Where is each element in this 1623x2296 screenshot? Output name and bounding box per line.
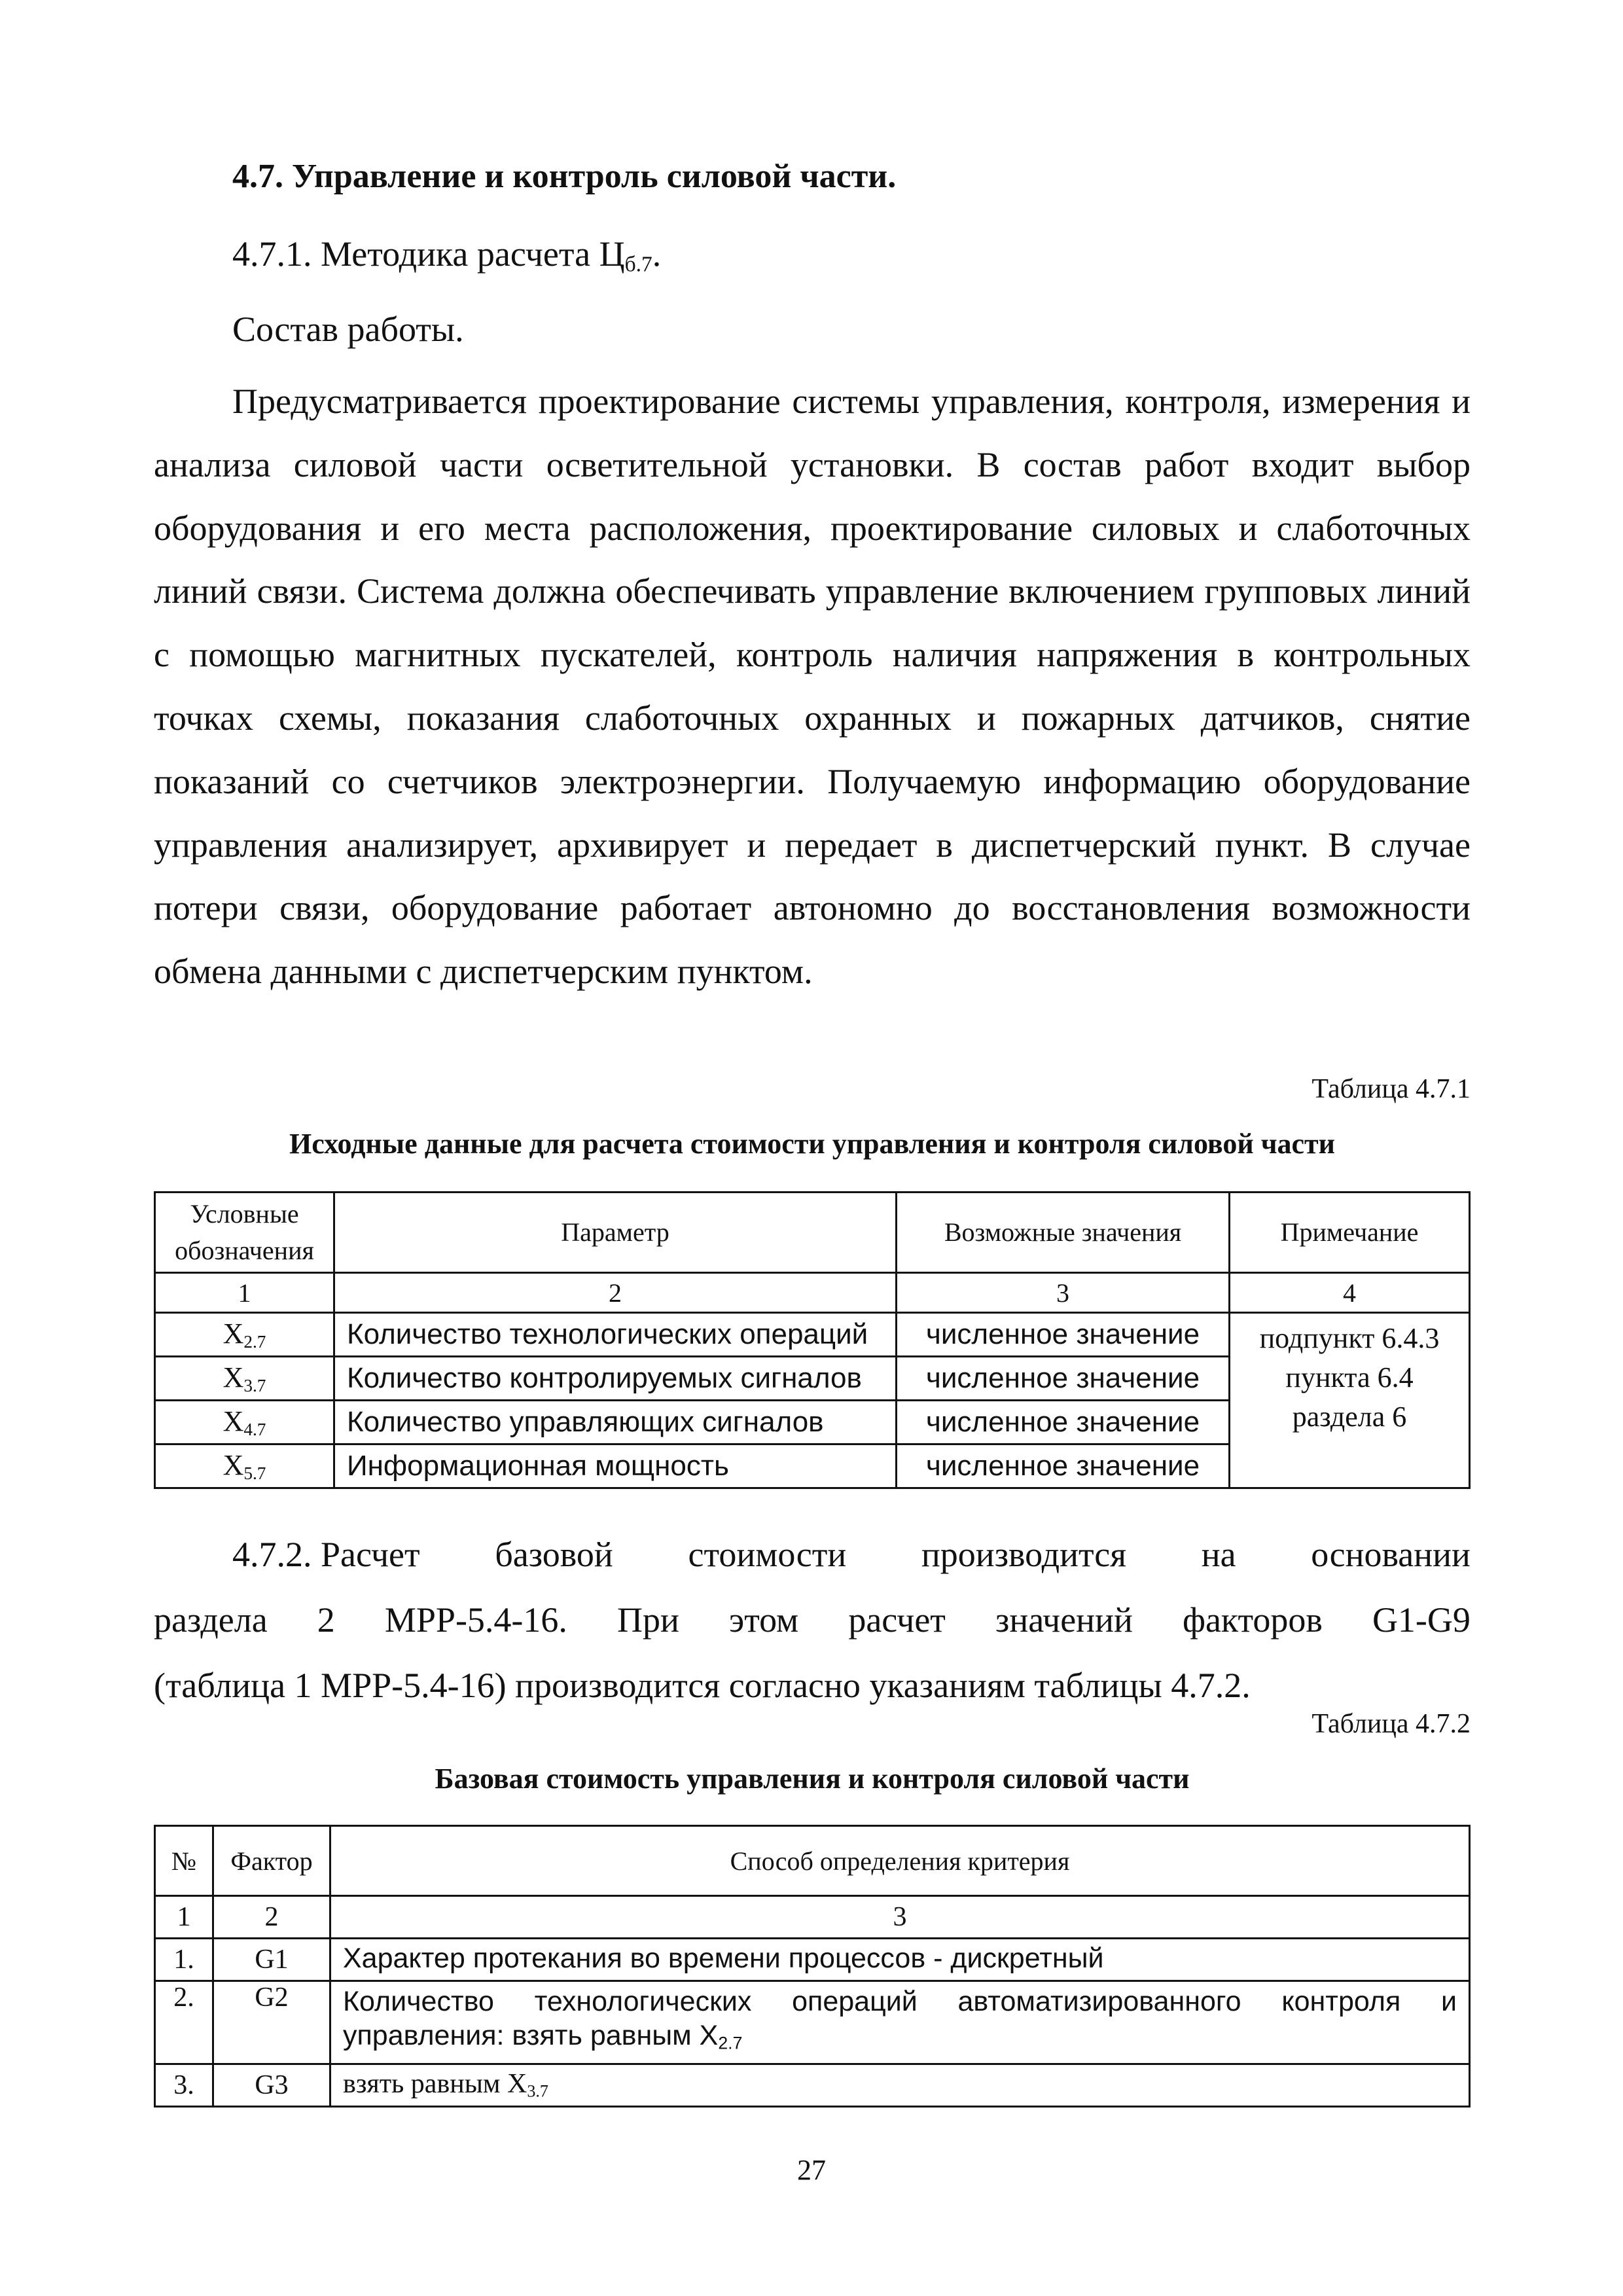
row-number-cell: 1. [155,1939,213,1981]
number-cell: 1 [155,1273,334,1313]
value-cell: численное значение [897,1357,1230,1401]
body-paragraph: Предусматривается проектирование системы управления, контроля, измерения и анализа силовой части осветительной установки. В состав работ входит выбор оборудования и его места расположения, проектирование силовых и слаботочных линий связи. Система должна обеспечивать управление включением групповых линий с помощью магнитных пускателей, контроль наличия напряжения в контрольных точках схемы, показания слаботочных охранных и пожарных датчиков, снятие показаний со счетчиков электроэнергии. Получаемую информацию оборудование управления анализирует, архивирует и передает в диспетчерский пункт. В случае потери связи, оборудование работает автономно до восстановления возможности обмена данными с диспетчерским пунктом. [154,382,1471,992]
number-cell: 4 [1230,1273,1470,1313]
criterion-cell: Количество технологических операций автоматизированного контроля и управления: взять равным $X_{2.7}$ [330,1981,1470,2064]
composition-heading: Состав работы. [232,310,464,349]
table2 [154,1825,1471,2108]
paragraph-line: 4.7.2. Расчет базовой стоимости производится на основании [232,1535,1471,1574]
table2-label: Таблица 4.7.2 [1311,1709,1471,1739]
note-cell: подпункт 6.4.3 пункта 6.4 раздела 6 [1230,1313,1470,1488]
factor-cell: G2 [213,1981,330,2064]
method-title: 4.7.1. Методика расчета $Ц_{б.7}$. [232,234,662,277]
page-number: 27 [797,2154,826,2186]
paragraph-line: (таблица 1 МРР-5.4-16) производится согласно указаниям таблицы 4.7.2. [154,1666,1251,1705]
parameter-cell: Количество управляющих сигналов [334,1401,897,1444]
value-cell: численное значение [897,1401,1230,1444]
factor-cell: G3 [213,2064,330,2106]
value-cell: численное значение [897,1444,1230,1488]
table-row [155,2064,1470,2106]
header-cell: Возможные значения [897,1193,1230,1273]
parameter-cell: Информационная мощность [334,1444,897,1488]
table1-title: Исходные данные для расчета стоимости управления и контроля силовой части [289,1128,1336,1160]
symbol-cell: $X_{3.7}$ [155,1357,334,1401]
header-cell: № [155,1826,213,1896]
row-number-cell: 3. [155,2064,213,2106]
parameter-cell: Количество контролируемых сигналов [334,1357,897,1401]
table-number-row [155,1896,1470,1939]
parameter-cell: Количество технологических операций [334,1313,897,1357]
table1 [154,1191,1471,1489]
paragraph-line: раздела 2 МРР-5.4-16. При этом расчет значений факторов G1-G9 [154,1600,1471,1640]
number-cell: 2 [334,1273,897,1313]
number-cell: 2 [213,1896,330,1939]
table-row [155,1939,1470,1981]
criterion-cell: взять равным $X_{3.7}$ [330,2064,1470,2106]
table-row [155,1981,1470,2064]
number-cell: 3 [897,1273,1230,1313]
factor-cell: G1 [213,1939,330,1981]
table-header-row [155,1193,1470,1273]
number-cell: 3 [330,1896,1470,1939]
section-heading: 4.7. Управление и контроль силовой части. [232,158,897,195]
table1-label: Таблица 4.7.1 [1311,1074,1471,1104]
symbol-cell: $X_{4.7}$ [155,1401,334,1444]
value-cell: численное значение [897,1313,1230,1357]
header-cell: Способ определения критерия [330,1826,1470,1896]
table2-title: Базовая стоимость управления и контроля силовой части [435,1763,1190,1795]
table-row [155,1313,1470,1357]
header-cell: Фактор [213,1826,330,1896]
header-cell: Параметр [334,1193,897,1273]
criterion-cell: Характер протекания во времени процессов - дискретный [330,1939,1470,1981]
number-cell: 1 [155,1896,213,1939]
header-cell: Примечание [1230,1193,1470,1273]
symbol-cell: $X_{5.7}$ [155,1444,334,1488]
paragraph-4-7-2 [154,1522,1471,1718]
method-title-subscript: б.7 [624,252,652,277]
header-cell: Условные обозначения [155,1193,334,1273]
symbol-cell: $X_{2.7}$ [155,1313,334,1357]
row-number-cell: 2. [155,1981,213,2064]
table-number-row [155,1273,1470,1313]
table-header-row [155,1826,1470,1896]
